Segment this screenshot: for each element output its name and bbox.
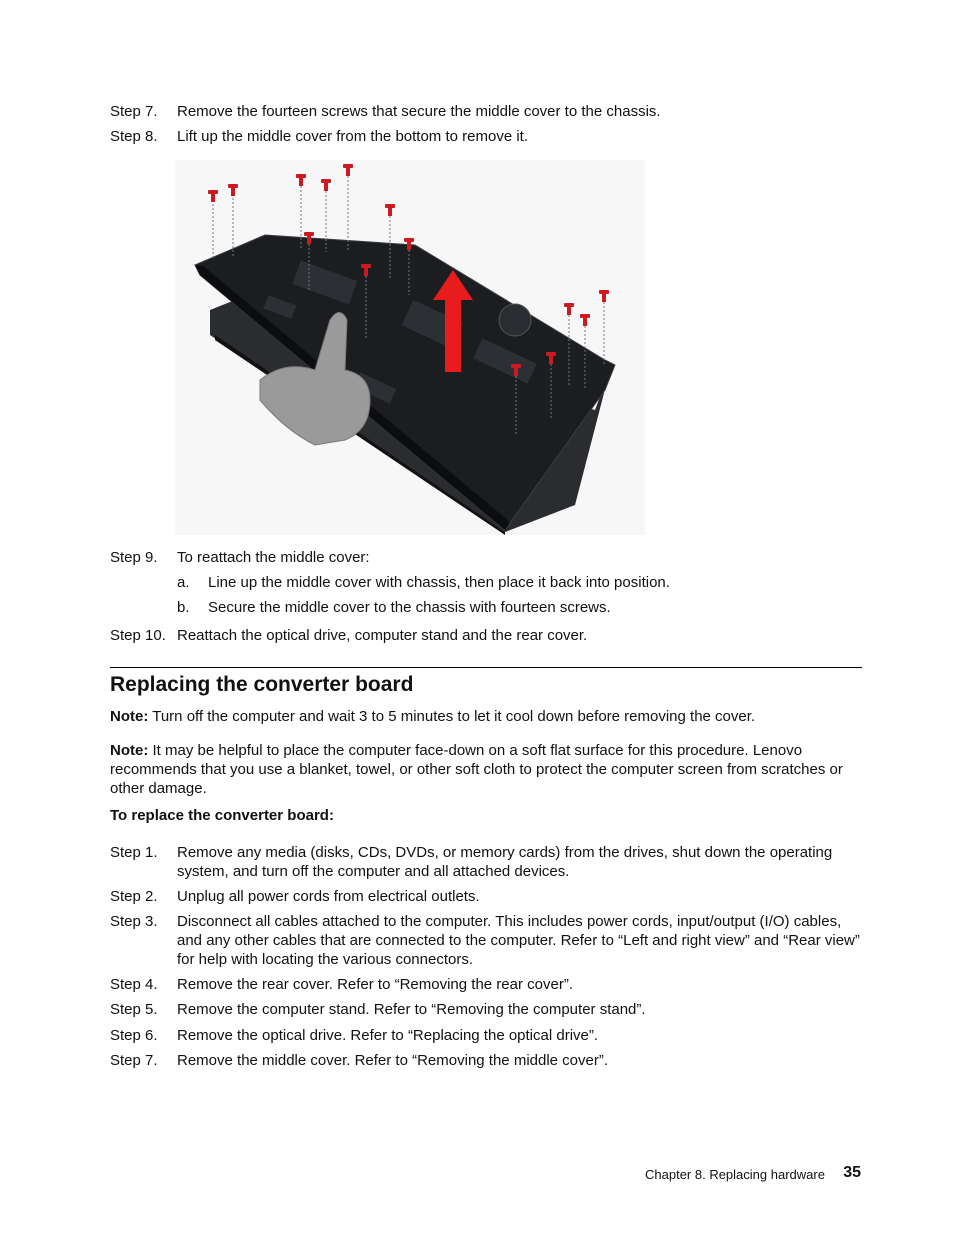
step-text: Unplug all power cords from electrical outlets. bbox=[177, 888, 480, 905]
step-label: Step 9. bbox=[110, 549, 158, 566]
step-label: Step 6. bbox=[110, 1027, 158, 1044]
step-label: Step 7. bbox=[110, 1052, 158, 1069]
step-text: Lift up the middle cover from the bottom to remove it. bbox=[177, 128, 528, 145]
step-label: Step 7. bbox=[110, 103, 158, 120]
substep-text: Secure the middle cover to the chassis with fourteen screws. bbox=[208, 599, 611, 616]
note-face-down bbox=[110, 741, 862, 798]
step-text: Remove the computer stand. Refer to “Removing the computer stand”. bbox=[177, 1001, 646, 1018]
page-number: 35 bbox=[843, 1164, 861, 1181]
step-text: Remove any media (disks, CDs, DVDs, or memory cards) from the drives, shut down the operating system, and turn off the computer and all attached devices. bbox=[177, 844, 833, 880]
step-label: Step 10. bbox=[110, 627, 166, 644]
procedure-heading bbox=[110, 806, 862, 825]
note-text: It may be helpful to place the computer face-down on a soft flat surface for this procedure. Lenovo recommends that you use a blanket, towel, or other soft cloth to protect the computer screen from scratches or other damage. bbox=[110, 742, 843, 797]
substep-text: Line up the middle cover with chassis, then place it back into position. bbox=[208, 574, 670, 591]
step-label: Step 5. bbox=[110, 1001, 158, 1018]
step-text: Remove the rear cover. Refer to “Removing the rear cover”. bbox=[177, 976, 573, 993]
section-title: Replacing the converter board bbox=[110, 673, 414, 696]
note-label: Note: bbox=[110, 742, 149, 759]
step-text: Remove the middle cover. Refer to “Removing the middle cover”. bbox=[177, 1052, 609, 1069]
step-text: Reattach the optical drive, computer stand and the rear cover. bbox=[177, 627, 588, 644]
section-divider bbox=[110, 667, 862, 668]
footer-chapter: Chapter 8. Replacing hardware bbox=[645, 1167, 825, 1182]
middle-cover-removal-illustration bbox=[175, 160, 645, 535]
substep-label: b. bbox=[177, 599, 190, 616]
note-text: Turn off the computer and wait 3 to 5 minutes to let it cool down before removing the cover. bbox=[152, 708, 756, 725]
substep-label: a. bbox=[177, 574, 190, 591]
step-label: Step 8. bbox=[110, 128, 158, 145]
step-label: Step 2. bbox=[110, 888, 158, 905]
step-text: Disconnect all cables attached to the computer. This includes power cords, input/output (I/O) cables, and any other cables that are connected to the computer. Refer to “Left and right view” and “Rear view” for help with locating the various connectors. bbox=[177, 913, 860, 968]
note-cooldown bbox=[110, 707, 862, 726]
step-text: Remove the fourteen screws that secure the middle cover to the chassis. bbox=[177, 103, 661, 120]
step-label: Step 3. bbox=[110, 913, 158, 930]
step-label: Step 4. bbox=[110, 976, 158, 993]
step-text: Remove the optical drive. Refer to “Replacing the optical drive”. bbox=[177, 1027, 599, 1044]
step-label: Step 1. bbox=[110, 844, 158, 861]
procedure-heading-text: To replace the converter board: bbox=[110, 807, 334, 824]
note-label: Note: bbox=[110, 708, 149, 725]
step-text: To reattach the middle cover: bbox=[177, 549, 370, 566]
